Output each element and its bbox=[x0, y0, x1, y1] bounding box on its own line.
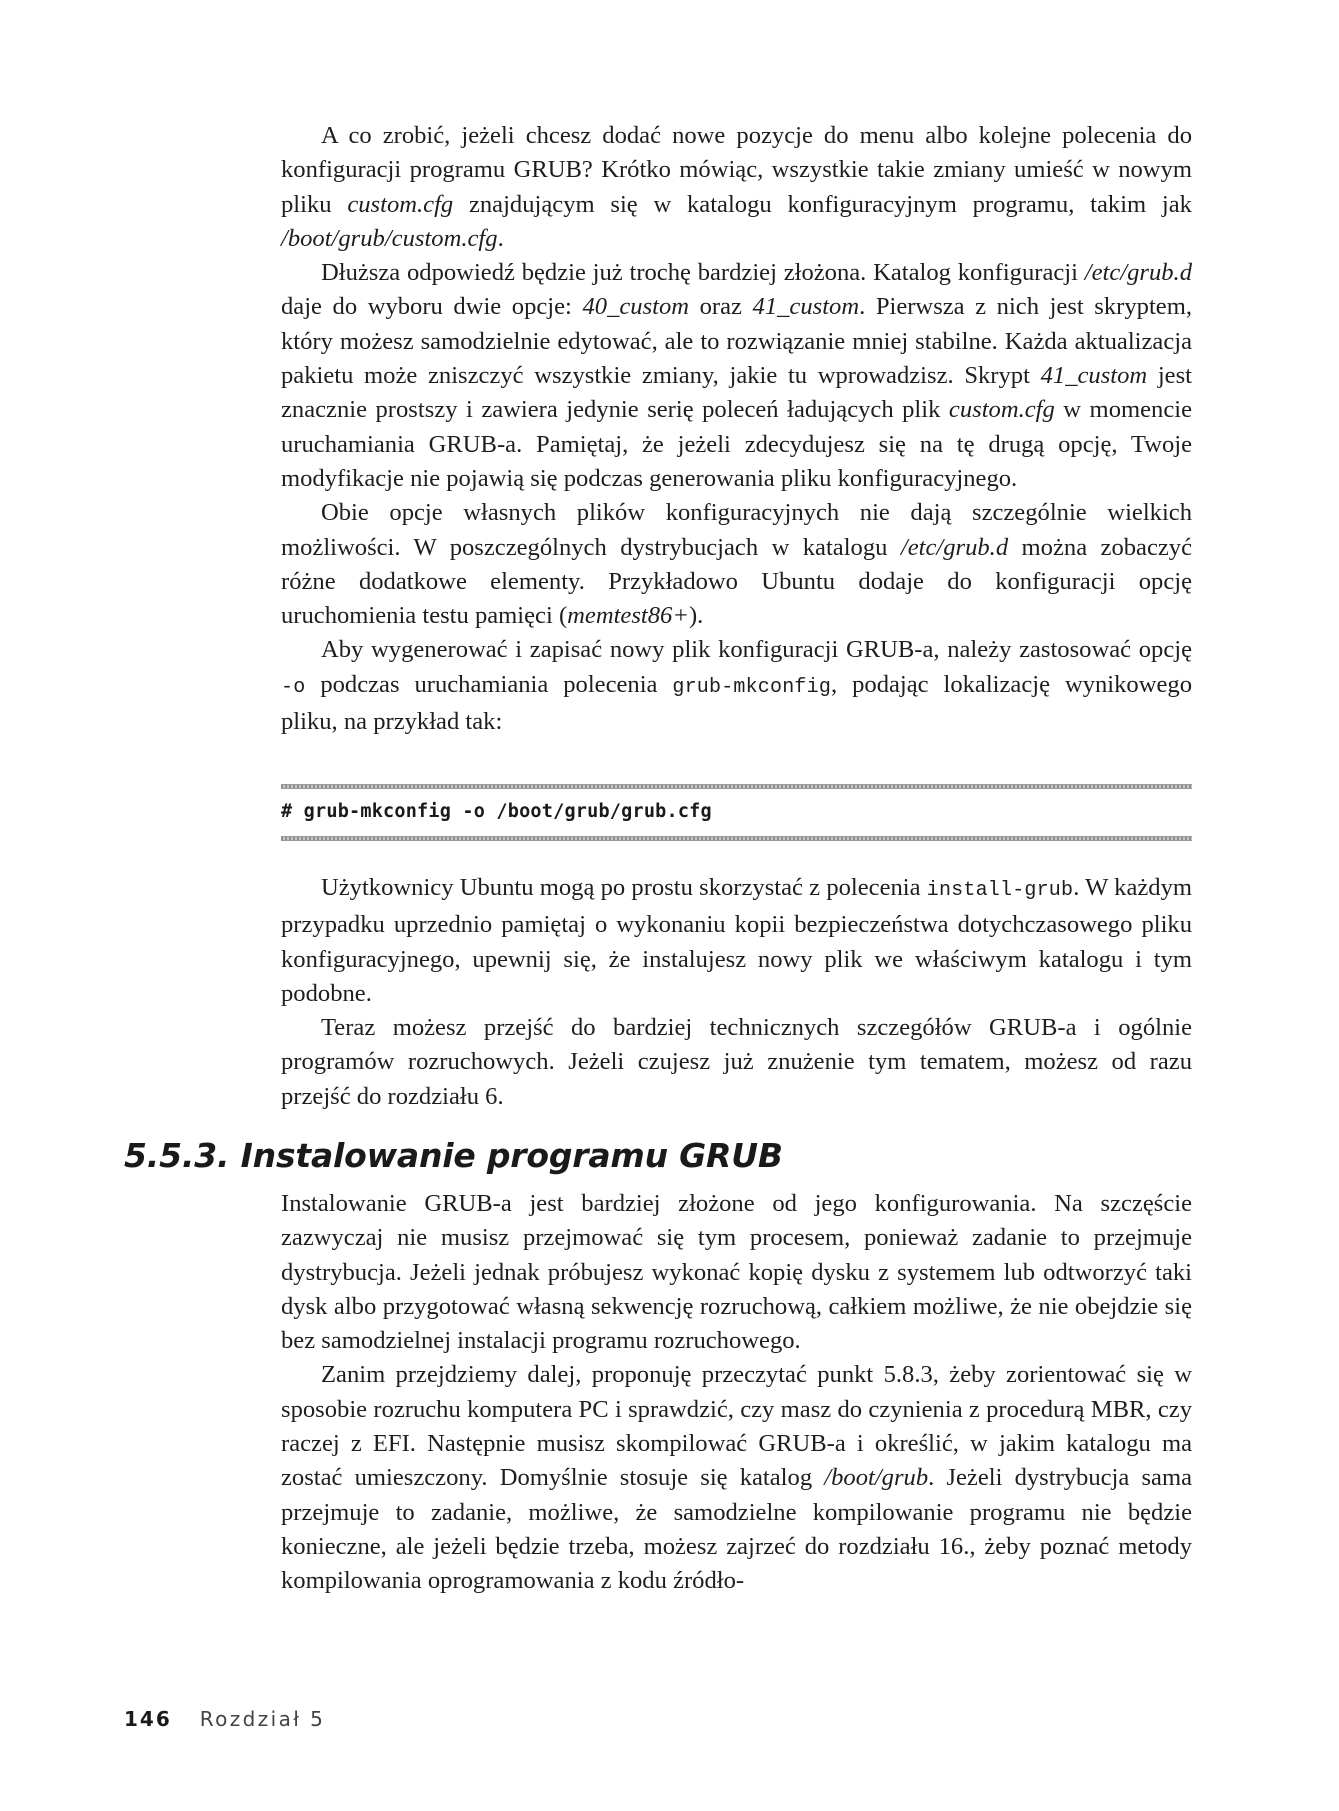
paragraph-2-text-c: oraz bbox=[689, 293, 753, 321]
paragraph-5-text-a: Użytkownicy Ubuntu mogą po prostu skorzystać z polecenia bbox=[321, 874, 927, 901]
chapter-label: Rozdział 5 bbox=[199, 1707, 326, 1731]
path-etc-grub-d: /etc/grub.d bbox=[1084, 259, 1192, 287]
paragraph-4-text-c: , podając lokalizację wynikowego pliku, na przykład tak: bbox=[281, 670, 1192, 736]
page-footer bbox=[124, 1707, 325, 1731]
path-etc-grub-d-second: /etc/grub.d bbox=[900, 533, 1009, 561]
paragraph-2-text-d: . Pierwsza z nich jest skryptem, który możesz samodzielnie edytować, ale to rozwiązanie mniej stabilne. Każda aktualizacja pakietu może zniszczyć wszystkie zmiany, jakie tu wprowadzisz. Skrypt bbox=[281, 293, 1192, 390]
paragraph-6 bbox=[281, 1011, 1192, 1114]
paragraph-2-text-a: Dłuższa odpowiedź będzie już trochę bardziej złożona. Katalog konfiguracji bbox=[321, 259, 1085, 287]
code-block-top-rule bbox=[281, 784, 1192, 789]
memtest-name: memtest86+ bbox=[567, 602, 689, 630]
grub-mkconfig-code: grub-mkconfig bbox=[672, 675, 832, 699]
paragraph-1-text-b: znajdującym się w katalogu konfiguracyjnym programu, takim jak bbox=[453, 190, 1192, 218]
paragraph-3-text-a: Obie opcje własnych plików konfiguracyjnych nie dają szczególnie wielkich możliwości. W poszczególnych dystrybucjach w katalogu bbox=[281, 499, 1192, 561]
script-41-custom-second: 41_custom bbox=[1040, 362, 1148, 390]
body-text-block-1 bbox=[281, 119, 1192, 739]
paragraph-8-text-a: Zanim przejdziemy dalej, proponuję przeczytać punkt 5.8.3, żeby zorientować się w sposobie rozruchu komputera PC i sprawdzić, czy masz do czynienia z procedurą MBR, czy raczej z EFI. Następnie musisz skompilować GRUB-a i określić, w jakim katalogu ma zostać umieszczony. Domyślnie stosuje się katalog bbox=[281, 1361, 1192, 1492]
paragraph-8 bbox=[281, 1358, 1192, 1598]
body-text-block-3 bbox=[281, 1187, 1192, 1599]
paragraph-2-text-e: jest znacznie prostszy i zawiera jedynie serię poleceń ładujących plik bbox=[281, 362, 1192, 424]
paragraph-1-text-a: A co zrobić, jeżeli chcesz dodać nowe pozycje do menu albo kolejne polecenia do konfiguracji programu GRUB? Krótko mówiąc, wszystkie takie zmiany umieść w nowym pliku bbox=[281, 122, 1192, 218]
paragraph-2-text-f: w momencie uruchamiania GRUB-a. Pamiętaj, że jeżeli zdecydujesz się na tę drugą opcję, Twoje modyfikacje nie pojawią się podczas generowania pliku konfiguracyjnego. bbox=[281, 396, 1192, 492]
page-number: 146 bbox=[124, 1707, 172, 1731]
paragraph-3-text-c: ). bbox=[688, 602, 704, 630]
path-boot-grub: /boot/grub bbox=[824, 1464, 929, 1492]
code-block-bottom-rule bbox=[281, 836, 1192, 841]
paragraph-8-text-b: . Jeżeli dystrybucja sama przejmuje to zadanie, możliwe, że samodzielne kompilowanie programu nie będzie konieczne, ale jeżeli będzie trzeba, możesz zajrzeć do rozdziału 16., żeby poznać metody kompilowania oprogramowania z kodu źródło- bbox=[281, 1464, 1192, 1595]
paragraph-6-text: Teraz możesz przejść do bardziej technicznych szczegółów GRUB-a i ogólnie programów rozruchowych. Jeżeli czujesz już znużenie tym tematem, możesz od razu przejść do rozdziału 6. bbox=[281, 1014, 1192, 1110]
section-heading: 5.5.3. Instalowanie programu GRUB bbox=[124, 1136, 783, 1175]
paragraph-3 bbox=[281, 496, 1192, 633]
code-block: # grub-mkconfig -o /boot/grub/grub.cfg bbox=[281, 801, 712, 822]
paragraph-3-text-b: można zobaczyć różne dodatkowe elementy. Przykładowo Ubuntu dodaje do konfiguracji opcję uruchomienia testu pamięci ( bbox=[281, 533, 1192, 630]
script-41-custom: 41_custom bbox=[752, 293, 860, 321]
filename-custom-cfg: custom.cfg bbox=[347, 190, 454, 218]
paragraph-7-text: Instalowanie GRUB-a jest bardziej złożone od jego konfigurowania. Na szczęście zazwyczaj nie musisz przejmować się tym procesem, ponieważ zadanie to przejmuje dystrybucja. Jeżeli jednak próbujesz wykonać kopię dysku z systemem lub odtworzyć taki dysk albo przygotować własną sekwencję rozruchową, całkiem możliwe, że nie obejdzie się bez samodzielnej instalacji programu rozruchowego. bbox=[281, 1190, 1192, 1355]
paragraph-4-text-a: Aby wygenerować i zapisać nowy plik konfiguracji GRUB-a, należy zastosować opcję bbox=[321, 636, 1192, 664]
script-40-custom: 40_custom bbox=[582, 293, 690, 321]
paragraph-2 bbox=[281, 256, 1192, 496]
install-grub-code: install-grub bbox=[926, 879, 1074, 902]
path-boot-grub-custom-cfg: /boot/grub/custom.cfg bbox=[281, 224, 498, 252]
paragraph-1-text-c: . bbox=[497, 224, 504, 252]
filename-custom-cfg-second: custom.cfg bbox=[948, 396, 1055, 424]
paragraph-4-text-b: podczas uruchamiania polecenia bbox=[305, 670, 673, 698]
paragraph-5 bbox=[281, 871, 1192, 1011]
option-o-code: -o bbox=[281, 675, 306, 699]
paragraph-5-text-b: . W każdym przypadku uprzednio pamiętaj o wykonaniu kopii bezpieczeństwa dotychczasowego pliku konfiguracyjnego, upewnij się, że instalujesz nowy plik we właściwym katalogu i tym podobne. bbox=[281, 874, 1192, 1007]
paragraph-2-text-b: daje do wyboru dwie opcje: bbox=[281, 293, 583, 321]
body-text-block-2 bbox=[281, 871, 1192, 1114]
paragraph-7 bbox=[281, 1187, 1192, 1358]
paragraph-1 bbox=[281, 119, 1192, 256]
paragraph-4 bbox=[281, 633, 1192, 739]
